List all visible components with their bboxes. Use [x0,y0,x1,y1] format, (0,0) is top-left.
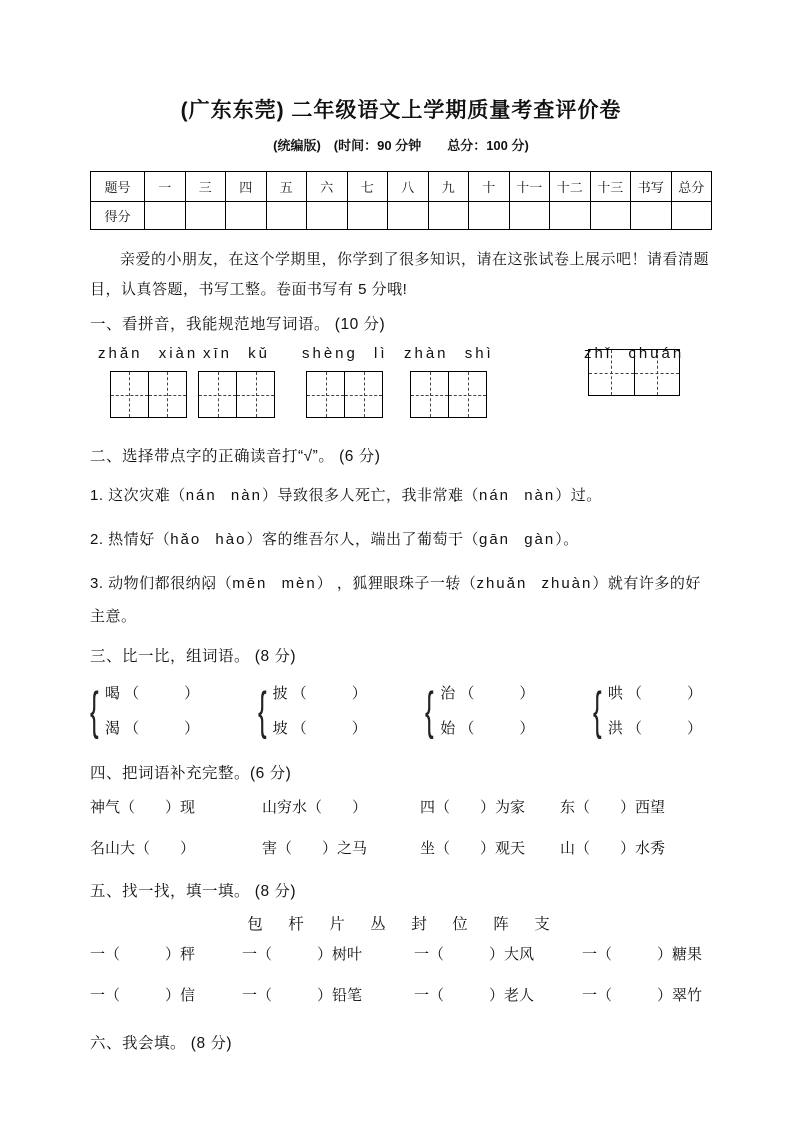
idiom-fill-item: 名山大（ ） [90,840,196,857]
section2-heading: 二、选择带点字的正确读音打“√”。 (6 分) [90,448,381,465]
emphasized-character: 干 • [448,523,464,556]
emphasized-character: 好 • [139,523,155,556]
question-item [90,479,712,512]
page-content [90,0,712,1055]
score-table [90,171,712,230]
score-table-column-header: 十二 [550,172,591,202]
word-pair-column [105,676,199,746]
writing-grid-cell [411,372,449,417]
pinyin-label: zhǎn xiàn [98,345,199,362]
score-entry-cell [469,202,510,230]
question-text: （ [463,531,479,548]
question-text: （ [463,487,479,504]
word-pair-column [273,676,367,746]
pinyin-group [404,341,494,418]
measure-word-fill-item: 一（ ）秤 [90,946,196,963]
idiom-fill-item: 山穷水（ ） [262,799,368,816]
word-pair-group [593,676,702,746]
score-table-column-header: 九 [428,172,469,202]
left-brace-decoration: { [425,682,434,740]
writing-grid-box [198,371,275,418]
section5-rows [90,934,712,1016]
character-bank: 包 杆 片 丛 封 位 阵 支 [247,916,555,933]
writing-grid-cell [111,372,149,417]
left-brace-decoration: { [90,682,99,740]
pinyin-group [98,341,198,418]
page-subtitle: (统编版) (时间：90 分钟 总分：100 分) [273,138,529,153]
idiom-fill-item: 神气（ ）现 [90,799,196,816]
question-text: ）客的维吾尔人，端出了葡萄 [246,531,448,548]
score-entry-cell [307,202,348,230]
score-table-score-row [91,202,712,230]
page-title: (广东东莞) 二年级语文上学期质量考查评价卷 [180,99,622,122]
section4-heading: 四、把词语补充完整。(6 分) [90,765,292,782]
word-pair-line: 治 （ ） [440,685,535,702]
pinyin-choice: gān gàn [479,531,556,548]
pinyin-label: zhàn shì [404,345,494,362]
score-entry-cell [631,202,672,230]
score-entry-cell [428,202,469,230]
question-text: （ [170,487,186,504]
word-pair-line: 坡 （ ） [272,720,367,737]
score-table-corner-cell: 题号 [91,172,145,202]
writing-grid-cell [149,372,186,417]
score-table-column-header: 十 [469,172,510,202]
question-text: ）过。 [555,487,602,504]
section3-heading: 三、比一比，组词语。 (8 分) [90,648,297,665]
measure-word-fill-item: 一（ ）糖果 [582,946,703,963]
intro-paragraph: 亲爱的小朋友，在这个学期里，你学到了很多知识，请在这张试卷上展示吧！请看清题目，认真答题，书写工整。卷面书写有 5 分哦! [90,251,710,298]
pinyin-choice: hǎo hào [170,531,247,548]
fill-blank-row [90,790,712,826]
fill-blank-row [90,831,712,867]
word-pair-column [608,676,702,746]
pinyin-choice: mēn mèn [232,575,317,592]
left-brace-decoration: { [592,682,602,740]
section6-heading: 六、我会填。 (8 分) [90,1035,233,1052]
score-entry-cell [347,202,388,230]
writing-grid-cell [307,372,345,417]
question-text: ）。 [555,531,579,548]
score-table-column-header: 三 [185,172,226,202]
score-entry-cell [590,202,631,230]
score-entry-cell [388,202,429,230]
word-pairs-row [90,676,702,746]
score-entry-cell [145,202,186,230]
word-pair-line: 洪 （ ） [607,720,702,737]
question-item [90,523,712,556]
question-text: ） ，狐狸眼珠子一 [316,575,446,592]
score-table-column-header: 七 [347,172,388,202]
writing-grid-cell [449,372,486,417]
word-pair-line: 披 （ ） [272,685,367,702]
section5-heading: 五、找一找，填一填。 (8 分) [90,883,297,900]
question-text: 3. 动物们都很纳 [90,575,202,592]
measure-word-fill-item: 一（ ）信 [90,987,196,1004]
word-pair-group [425,676,534,746]
idiom-fill-item: 害（ ）之马 [262,840,368,857]
pinyin-group [302,341,388,418]
idiom-fill-item: 坐（ ）观天 [420,840,526,857]
pinyin-writing-row [90,341,712,429]
section2-items [90,479,712,633]
score-row-label-cell: 得分 [91,202,145,230]
section1-heading: 一、看拼音，我能规范地写词语。 (10 分) [90,316,386,333]
question-text: ）导致很多人死亡，我非常 [261,487,448,504]
word-pair-line: 哄 （ ） [607,685,702,702]
measure-word-fill-item: 一（ ）树叶 [242,946,363,963]
pinyin-label: shèng lì [302,345,388,362]
score-table-column-header: 总分 [671,172,712,202]
word-pair-line: 始 （ ） [440,720,535,737]
score-table-column-header: 一 [145,172,186,202]
emphasized-character: 闷 • [201,567,217,600]
question-text: 2. 热情 [90,531,140,548]
writing-grid-cell [345,372,382,417]
pinyin-label: xīn kǔ [202,345,271,362]
emphasized-character: 难 • [448,479,464,512]
measure-word-fill-item: 一（ ）大风 [414,946,535,963]
score-table-column-header: 四 [226,172,267,202]
score-entry-cell [226,202,267,230]
score-table-column-header: 六 [307,172,348,202]
question-item [90,567,712,633]
question-text: （ [154,531,171,548]
pinyin-label: zhǐ chuán [584,345,685,362]
idiom-fill-item: 东（ ）西望 [560,799,666,816]
left-brace-decoration: { [257,682,267,740]
score-entry-cell [509,202,550,230]
writing-grid-cell [199,372,237,417]
section4-rows [90,790,712,867]
pinyin-choice: nán nàn [479,487,556,504]
measure-word-fill-item: 一（ ）翠竹 [582,987,703,1004]
pinyin-choice: nán nàn [185,487,262,504]
question-text: （ [460,575,477,592]
score-table-column-header: 十一 [509,172,550,202]
score-table-column-header: 五 [266,172,307,202]
writing-grid-cell [237,372,274,417]
measure-word-fill-item: 一（ ）铅笔 [242,987,363,1004]
pinyin-group [198,341,275,418]
word-pair-line: 喝 （ ） [105,685,200,702]
fill-blank-row [90,975,712,1016]
score-table-column-header: 十三 [590,172,631,202]
question-text: 1. 这次灾 [90,487,155,504]
score-entry-cell [671,202,712,230]
question-text: ）就有许多的好主意。 [90,575,701,625]
emphasized-character: 难 • [155,479,171,512]
word-pair-line: 渴 （ ） [105,720,200,737]
score-entry-cell [550,202,591,230]
word-pair-group [258,676,367,746]
pinyin-choice: zhuǎn zhuàn [476,575,593,592]
fill-blank-row [90,934,712,975]
idiom-fill-item: 山（ ）水秀 [560,840,666,857]
word-pair-column [440,676,534,746]
question-text: （ [216,575,233,592]
pinyin-group [584,341,684,396]
score-entry-cell [185,202,226,230]
score-table-header-row [91,172,712,202]
emphasized-character: 转 • [445,567,461,600]
writing-grid-box [306,371,383,418]
word-pair-group [90,676,199,746]
score-entry-cell [266,202,307,230]
measure-word-fill-item: 一（ ）老人 [414,987,535,1004]
score-table-column-header: 书写 [631,172,672,202]
score-table-column-header: 八 [388,172,429,202]
writing-grid-box [110,371,187,418]
idiom-fill-item: 四（ ）为家 [420,799,526,816]
writing-grid-box [410,371,487,418]
